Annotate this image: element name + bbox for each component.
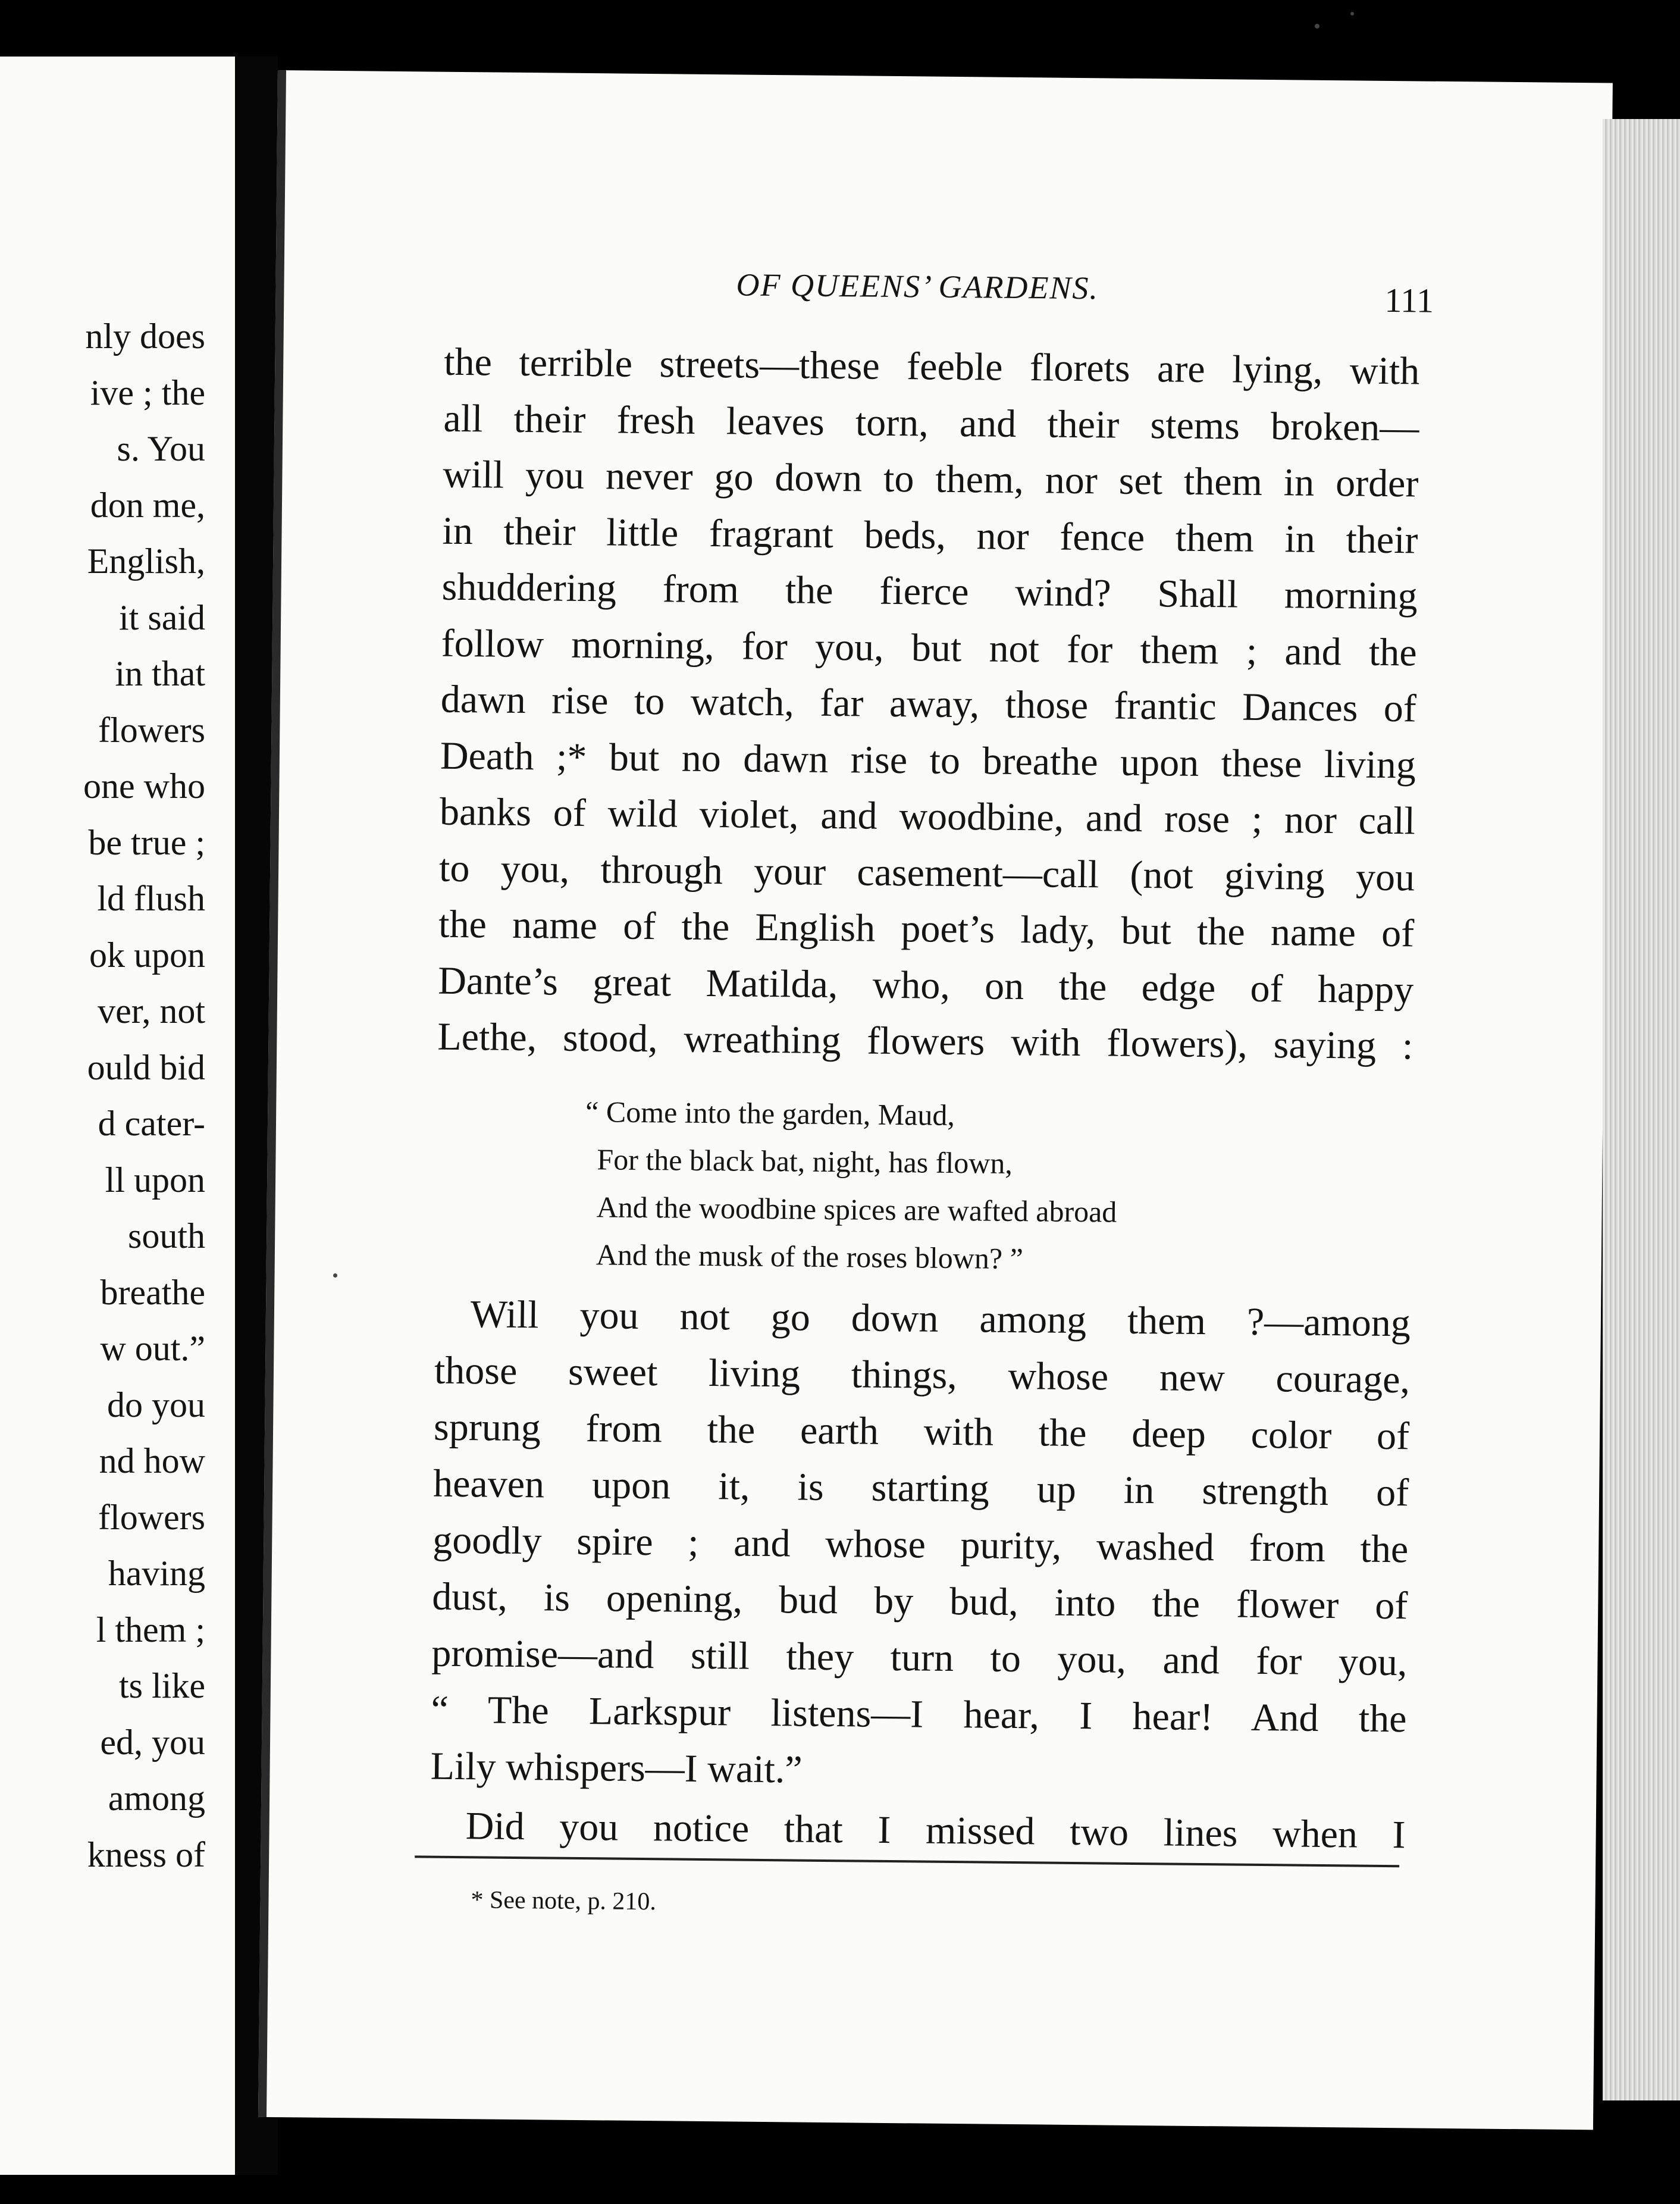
text-line: in their little fragrant beds, nor fence them in their (442, 509, 1418, 562)
page-block-edge (1603, 119, 1680, 2100)
text-line: Lethe, stood, wreathing flowers with flowers), saying : (437, 1015, 1413, 1068)
left-page-line: having (108, 1554, 205, 1593)
running-head: OF QUEENS’ GARDENS. (736, 267, 1099, 306)
left-page-line: s. You (117, 429, 205, 468)
text-line: banks of wild violet, and woodbine, and rose ; nor call (439, 790, 1416, 843)
left-page-line: ts like (119, 1666, 205, 1705)
footnote: * See note, p. 210. (471, 1886, 657, 1916)
verse-line: And the woodbine spices are wafted abroad (596, 1190, 1117, 1229)
text-line: follow morning, for you, but not for them ; and the (441, 621, 1418, 674)
scan-speck (1315, 24, 1319, 29)
scan-speck (1350, 12, 1354, 15)
text-line: dawn rise to watch, far away, those frantic Dances of (440, 677, 1417, 731)
left-page-line: it said (119, 597, 205, 637)
footnote-rule (415, 1855, 1399, 1867)
left-page-line: ll upon (105, 1160, 205, 1200)
left-page-line: breathe (100, 1272, 205, 1312)
verse-line: And the musk of the roses blown? ” (595, 1238, 1024, 1276)
left-page-line: w out.” (100, 1329, 205, 1368)
left-facing-page (0, 57, 239, 2175)
text-line: heaven upon it, is starting up in strength of (432, 1461, 1409, 1515)
left-page-line: south (127, 1216, 205, 1256)
left-page-line: ed, you (100, 1722, 205, 1762)
text-line: shuddering from the fierce wind? Shall morning (441, 565, 1418, 618)
verse-line: For the black bat, night, has flown, (597, 1142, 1013, 1180)
text-line: to you, through your casement—call (not giving you (438, 846, 1415, 899)
text-line: those sweet living things, whose new courage, (434, 1348, 1411, 1402)
text-line: Death ;* but no dawn rise to breathe upon these living (440, 734, 1416, 787)
right-page (258, 70, 1613, 2130)
left-page-line: l them ; (96, 1610, 205, 1649)
left-page-line: flowers (98, 710, 205, 750)
scan-speck (333, 1273, 337, 1278)
left-page-line: ive ; the (90, 372, 205, 412)
left-page-line: among (108, 1779, 205, 1818)
left-page-line: in that (115, 654, 205, 693)
verse-line: “ Come into the garden, Maud, (585, 1095, 955, 1132)
left-page-text (0, 57, 235, 2175)
text-line: dust, is opening, bud by bud, into the flower of (432, 1574, 1408, 1628)
left-page-line: ok upon (89, 935, 205, 975)
left-page-line: flowers (98, 1497, 205, 1537)
text-line: Will you not go down among them ?—among (470, 1292, 1411, 1345)
text-line: promise—and still they turn to you, and for you, (431, 1631, 1408, 1685)
text-line: the name of the English poet’s lady, but the name of (438, 902, 1415, 956)
text-line: will you never go down to them, nor set them in order (443, 452, 1419, 506)
left-page-line: nd how (99, 1441, 205, 1480)
left-page-line: don me, (90, 485, 205, 525)
text-line: Dante’s great Matilda, who, on the edge of happy (437, 959, 1414, 1012)
left-page-line: kness of (87, 1834, 205, 1874)
text-line: the terrible streets—these feeble florets are lying, with (443, 340, 1420, 393)
left-page-line: ld flush (97, 879, 205, 918)
left-page-line: ould bid (87, 1047, 205, 1087)
left-page-line: be true ; (88, 822, 205, 862)
text-line: “ The Larkspur listens—I hear, I hear! And the (431, 1688, 1407, 1741)
text-line: goodly spire ; and whose purity, washed from the (432, 1518, 1409, 1571)
text-line: Lily whispers—I wait.” (430, 1744, 803, 1792)
text-line: all their fresh leaves torn, and their stems broken— (443, 396, 1419, 449)
text-line: Did you notice that I missed two lines when I (465, 1804, 1406, 1857)
text-line: sprung from the earth with the deep color of (433, 1405, 1410, 1458)
left-page-line: d cater- (98, 1104, 205, 1143)
left-page-line: one who (83, 766, 205, 806)
left-page-line: ver, not (98, 991, 205, 1031)
page-number: 111 (1384, 280, 1434, 320)
left-page-line: nly does (85, 317, 205, 356)
left-page-line: English, (87, 541, 205, 581)
left-page-line: do you (107, 1385, 205, 1425)
